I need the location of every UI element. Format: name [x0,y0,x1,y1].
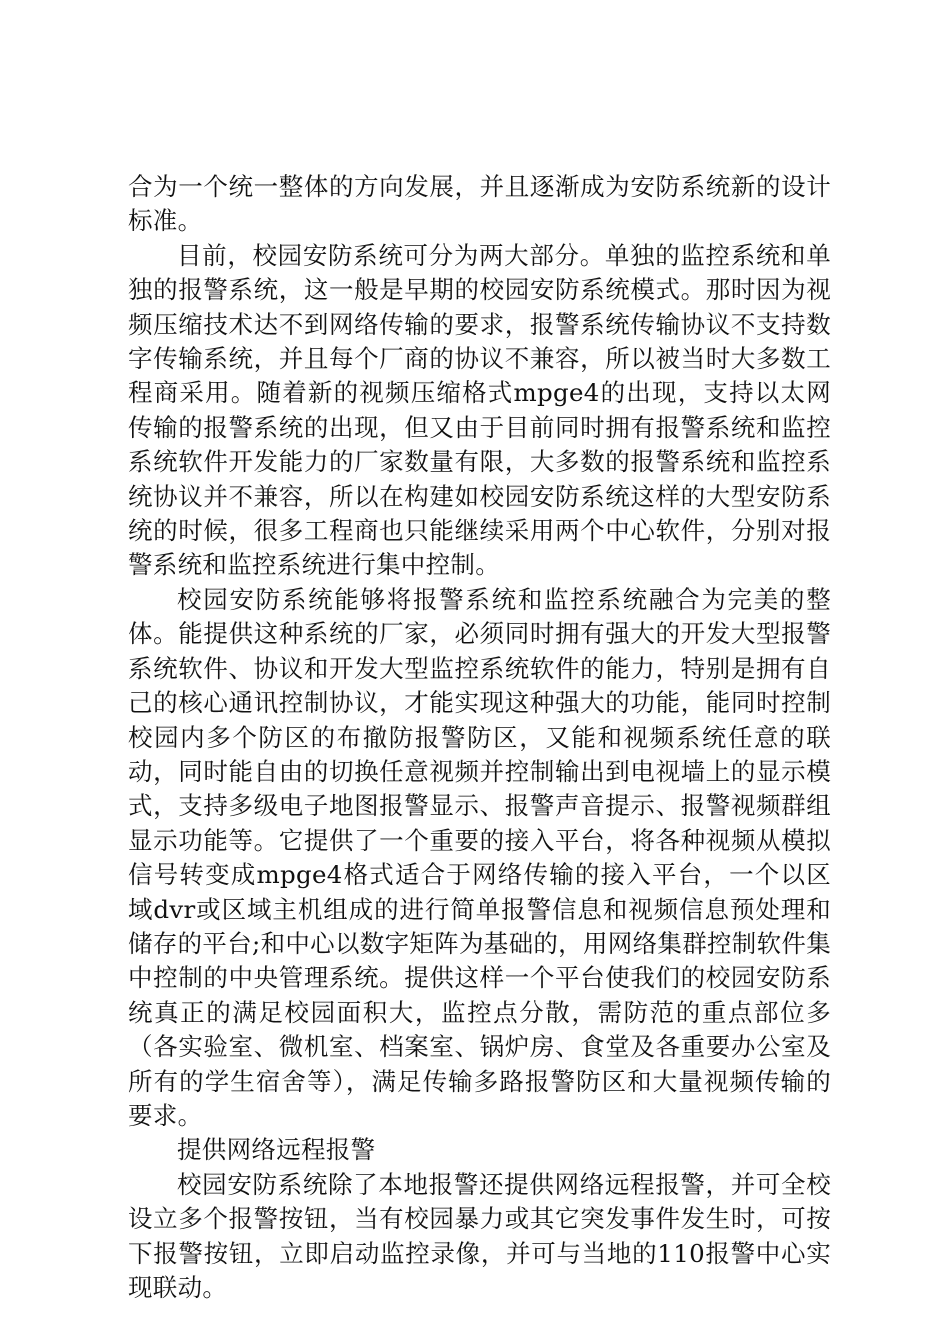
paragraph-campus-security-parts: 目前，校园安防系统可分为两大部分。单独的监控系统和单独的报警系统，这一般是早期的校园安防系统模式。那时因为视频压缩技术达不到网络传输的要求，报警系统传输协议不支持数字传输系统，并且每个厂商的协议不兼容，所以被当时大多数工程商采用。随着新的视频压缩格式mpge4的出现，支持以太网传输的报警系统的出现，但又由于目前同时拥有报警系统和监控系统软件开发能力的厂家数量有限，大多数的报警系统和监控系统协议并不兼容，所以在构建如校园安防系统这样的大型安防系统的时候，很多工程商也只能继续采用两个中心软件，分别对报警系统和监控系统进行集中控制。 [128,240,831,580]
section-heading-remote-alarm: 提供网络远程报警 [177,1135,376,1165]
paragraph-continuation: 合为一个统一整体的方向发展，并且逐渐成为安防系统新的设计标准。 [128,172,831,236]
paragraph-integrated-system: 校园安防系统能够将报警系统和监控系统融合为完美的整体。能提供这种系统的厂家，必须同时拥有强大的开发大型报警系统软件、协议和开发大型监控系统软件的能力，特别是拥有自己的核心通讯控制协议，才能实现这种强大的功能，能同时控制校园内多个防区的布撤防报警防区，又能和视频系统任意的联动，同时能自由的切换任意视频并控制输出到电视墙上的显示模式，支持多级电子地图报警显示、报警声音提示、报警视频群组显示功能等。它提供了一个重要的接入平台，将各种视频从模拟信号转变成mpge4格式适合于网络传输的接入平台，一个以区域dvr或区域主机组成的进行简单报警信息和视频信息预处理和储存的平台;和中心以数字矩阵为基础的，用网络集群控制软件集中控制的中央管理系统。提供这样一个平台使我们的校园安防系统真正的满足校园面积大，监控点分散，需防范的重点部位多（各实验室、微机室、档案室、锅炉房、食堂及各重要办公室及所有的学生宿舍等），满足传输多路报警防区和大量视频传输的要求。 [128,584,831,1130]
paragraph-remote-alarm: 校园安防系统除了本地报警还提供网络远程报警，并可全校设立多个报警按钮，当有校园暴力或其它突发事件发生时，可按下报警按钮，立即启动监控录像，并可与当地的110报警中心实现联动。 [128,1169,831,1302]
document-page [128,170,831,1305]
